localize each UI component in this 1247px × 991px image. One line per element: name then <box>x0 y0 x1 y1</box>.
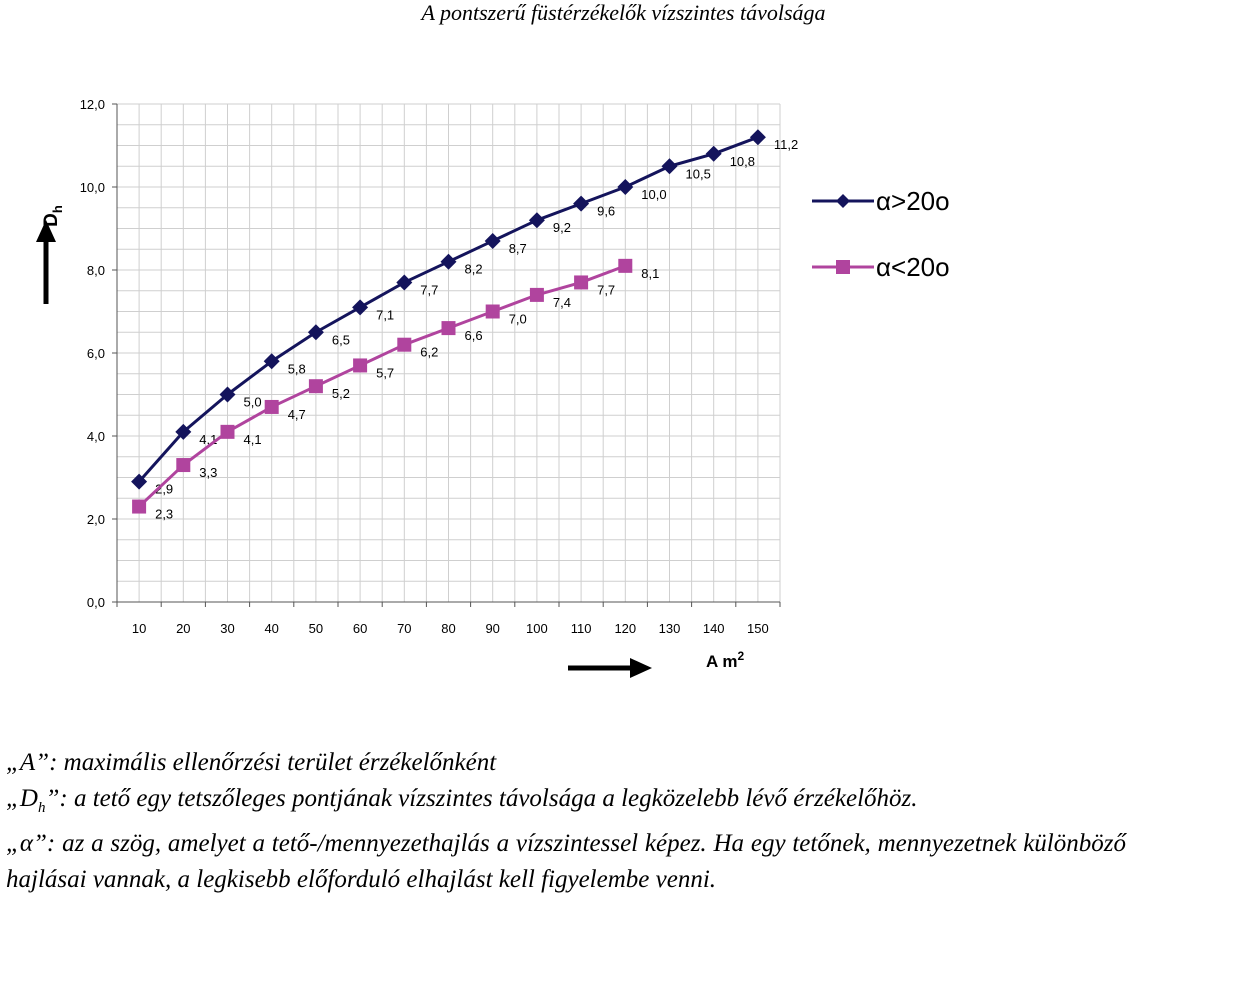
x-tick-label: 110 <box>570 621 592 636</box>
data-label: 5,7 <box>376 365 395 381</box>
y-tick-label: 12,0 <box>79 97 105 112</box>
data-point <box>529 212 545 228</box>
data-point <box>221 425 235 439</box>
data-point <box>706 146 722 162</box>
y-tick-label: 6,0 <box>86 346 105 361</box>
legend-item-alpha-lt-20 <box>812 252 1012 292</box>
data-label: 2,3 <box>155 506 174 522</box>
data-label: 10,5 <box>685 166 711 182</box>
series-1 <box>132 259 659 522</box>
series-0 <box>131 129 798 496</box>
data-label: 10,8 <box>729 153 756 169</box>
data-label: 5,0 <box>243 394 262 410</box>
data-point <box>265 400 279 414</box>
data-label: 4,7 <box>287 406 306 422</box>
legend-marker-diamond <box>812 186 874 216</box>
data-label: 6,6 <box>464 328 483 344</box>
data-point <box>176 458 190 472</box>
x-tick-label: 30 <box>220 621 235 636</box>
data-point <box>132 500 146 514</box>
legend-item-alpha-gt-20 <box>812 186 1012 226</box>
data-label: 5,2 <box>331 386 350 402</box>
data-point <box>486 305 500 319</box>
data-point <box>573 196 589 212</box>
data-label: 4,1 <box>243 431 262 447</box>
legend-label: α<20o <box>876 252 950 282</box>
x-tick-label: 130 <box>658 621 681 636</box>
y-axis-arrow <box>36 220 56 304</box>
y-tick-label: 8,0 <box>86 263 105 278</box>
data-label: 5,8 <box>287 361 306 377</box>
data-label: 10,0 <box>641 187 667 202</box>
y-tick-labels <box>80 97 117 610</box>
legend-label: α>20o <box>876 186 950 216</box>
data-label: 11,2 <box>773 137 799 153</box>
data-point <box>396 274 412 290</box>
chart-grid <box>117 104 780 602</box>
data-label: 7,1 <box>376 307 395 323</box>
data-point <box>574 275 588 289</box>
x-tick-label: 150 <box>747 621 769 636</box>
data-label: 3,3 <box>199 465 218 481</box>
x-tick-label: 50 <box>308 621 324 636</box>
y-tick-label: 2,0 <box>86 512 105 527</box>
data-point <box>530 288 544 302</box>
data-label: 8,7 <box>508 240 527 256</box>
x-axis-arrow <box>568 658 652 678</box>
note-dh: $„D_h$”: a tető egy tetszőleges pontjának vízszintes távolsága a legközelebb lévő érzékelőhöz. <box>6 785 918 816</box>
data-point <box>750 129 766 145</box>
x-tick-labels <box>117 602 780 636</box>
x-tick-label: 90 <box>485 621 500 636</box>
x-tick-label: 120 <box>614 621 637 636</box>
note-a: „A”: maximális ellenőrzési terület érzékelőnként <box>6 749 497 776</box>
data-label: 2,9 <box>155 481 174 497</box>
data-label: 7,4 <box>552 294 571 310</box>
data-label: 7,7 <box>420 282 439 298</box>
data-label: 7,7 <box>597 282 616 298</box>
data-point <box>309 379 323 393</box>
notes <box>6 745 1126 898</box>
page-title: A pontszerű füstérzékelők vízszintes távolsága <box>421 0 826 25</box>
x-tick-label: 100 <box>526 621 548 636</box>
data-point <box>485 233 501 249</box>
data-label: 9,6 <box>597 203 616 219</box>
y-tick-label: 0,0 <box>86 595 105 610</box>
x-tick-label: 140 <box>702 621 725 636</box>
data-point <box>662 158 678 174</box>
data-point <box>617 179 633 195</box>
x-axis-label <box>706 649 745 671</box>
data-label: 9,2 <box>552 220 571 236</box>
x-tick-label: 80 <box>441 621 456 636</box>
data-point <box>308 324 324 340</box>
x-tick-label: 70 <box>397 621 412 636</box>
data-point <box>441 254 457 270</box>
chart-series <box>131 129 798 521</box>
svg-text:Dh: $D_h$ <box>41 205 65 227</box>
data-point <box>442 321 456 335</box>
data-label: 8,2 <box>464 261 483 277</box>
data-point <box>397 338 411 352</box>
y-tick-label: 10,0 <box>79 180 105 195</box>
data-point <box>352 299 368 315</box>
x-tick-label: 60 <box>352 621 368 636</box>
data-point <box>618 259 632 273</box>
data-label: 4,1 <box>199 431 218 447</box>
data-label: 6,5 <box>331 332 350 348</box>
data-label: 7,0 <box>508 311 527 327</box>
y-tick-label: 4,0 <box>86 429 105 444</box>
x-tick-label: 20 <box>176 621 191 636</box>
data-label: 6,2 <box>420 344 439 360</box>
legend-marker-square <box>812 252 874 282</box>
x-tick-label: 40 <box>264 621 279 636</box>
x-tick-label: 10 <box>131 621 147 636</box>
note-alpha: „α”: az a szög, amelyet a tető-/mennyezethajlás a vízszintessel képez. Ha egy tetőnek, mennyezetnek különböző hajlásai vannak, a legkisebb előforduló elhajlást kell figyelembe venni. <box>6 830 1126 893</box>
data-point <box>353 358 367 372</box>
svg-text:A m2: A $m^2$ <box>706 649 745 671</box>
data-label: 8,1 <box>641 265 660 281</box>
